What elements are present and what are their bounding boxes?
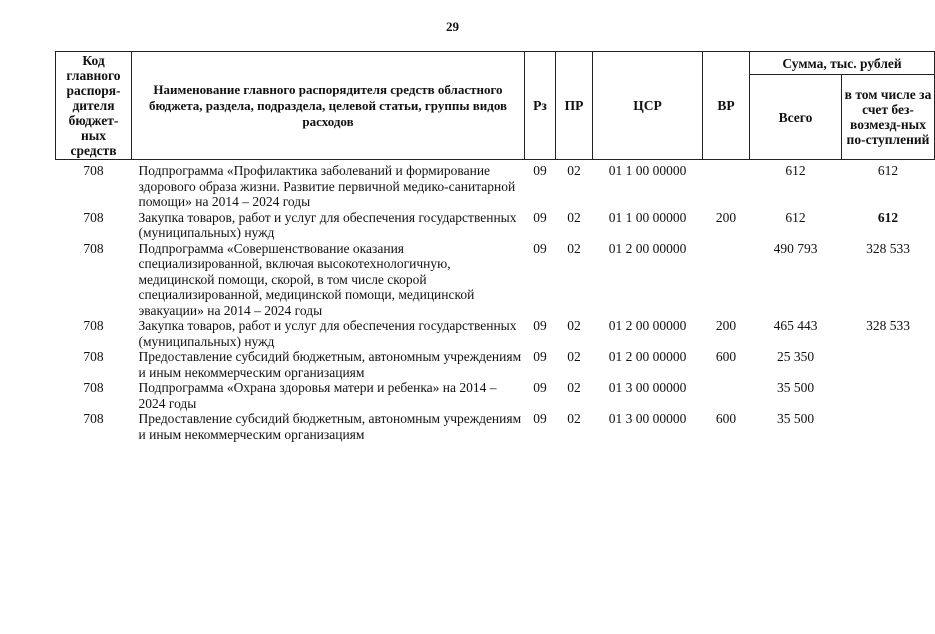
table-header — [56, 52, 935, 160]
cell-rz: 09 — [533, 380, 547, 395]
cell-name: Закупка товаров, работ и услуг для обеспечения государственных (муниципальных) нужд — [138, 209, 517, 240]
cell-vr — [703, 380, 750, 411]
cell-pr: 02 — [567, 240, 581, 256]
cell-code: 708 — [83, 240, 104, 256]
cell-incl — [842, 411, 935, 442]
header-incl: в том числе за счет без-возмезд-ных по-ступлений — [842, 75, 935, 160]
cell-total: 490 793 — [773, 240, 818, 256]
cell-incl: 612 — [877, 163, 899, 178]
table-row — [56, 318, 935, 349]
table-row — [56, 349, 935, 380]
cell-name: Подпрограмма «Совершенствование оказания специализированной, включая высокотехнологичную, медицинской помощи, скорой, в том числе скорой специализированной, медицинской помощи, медицинской эвакуации» на 2014 – 2024 годы — [138, 240, 475, 318]
cell-code: 708 — [83, 209, 104, 225]
header-name: Наименование главного распорядителя средств областного бюджета, раздела, подраздела, целевой статьи, группы видов расходов — [132, 52, 525, 160]
cell-pr: 02 — [567, 209, 581, 225]
cell-rz: 09 — [533, 209, 547, 225]
cell-name: Подпрограмма «Профилактика заболеваний и формирование здорового образа жизни. Развитие первичной медико-санитарной помощи» на 2014 – 2024 годы — [138, 163, 516, 209]
cell-incl: 328 533 — [866, 240, 910, 256]
cell-name: Предоставление субсидий бюджетным, автономным учреждениям и иным некоммерческим организациям — [138, 411, 522, 442]
cell-code: 708 — [83, 163, 104, 178]
cell-code: 708 — [83, 411, 104, 426]
header-code: Код главного распоря-дителя бюджет-ных средств — [56, 52, 132, 160]
cell-code: 708 — [83, 349, 104, 364]
table-row — [56, 380, 935, 411]
cell-vr: 200 — [715, 209, 737, 225]
cell-csr: 01 2 00 00000 — [608, 318, 687, 333]
cell-name: Предоставление субсидий бюджетным, автономным учреждениям и иным некоммерческим организациям — [138, 349, 522, 380]
table-body — [56, 160, 935, 443]
header-vr: ВР — [703, 52, 750, 160]
cell-incl — [842, 349, 935, 380]
header-csr: ЦСР — [593, 52, 703, 160]
cell-vr: 600 — [715, 349, 737, 364]
cell-total: 25 350 — [776, 349, 815, 364]
cell-rz: 09 — [533, 240, 547, 256]
budget-table — [55, 51, 935, 442]
cell-pr: 02 — [567, 380, 581, 395]
header-pr: ПР — [556, 52, 593, 160]
cell-incl — [842, 380, 935, 411]
cell-vr — [703, 241, 750, 319]
cell-vr — [703, 160, 750, 210]
cell-csr: 01 2 00 00000 — [608, 349, 687, 364]
cell-incl: 612 — [877, 209, 899, 225]
cell-rz: 09 — [533, 349, 547, 364]
cell-code: 708 — [83, 318, 104, 333]
cell-csr: 01 3 00 00000 — [608, 411, 687, 426]
cell-pr: 02 — [567, 318, 581, 333]
cell-csr: 01 1 00 00000 — [608, 209, 687, 225]
cell-name: Закупка товаров, работ и услуг для обеспечения государственных (муниципальных) нужд — [138, 318, 517, 349]
cell-total: 35 500 — [776, 380, 815, 395]
cell-csr: 01 2 00 00000 — [608, 240, 687, 256]
table-row — [56, 160, 935, 210]
cell-rz: 09 — [533, 163, 547, 178]
cell-total: 612 — [785, 209, 806, 225]
cell-incl: 328 533 — [866, 318, 910, 333]
table-row — [56, 210, 935, 241]
cell-csr: 01 3 00 00000 — [608, 380, 687, 395]
cell-total: 465 443 — [773, 318, 818, 333]
cell-pr: 02 — [567, 163, 581, 178]
cell-code: 708 — [83, 380, 104, 395]
cell-pr: 02 — [567, 349, 581, 364]
header-total: Всего — [750, 75, 842, 160]
header-sum-group: Сумма, тыс. рублей — [750, 52, 935, 75]
page-number: 29 — [446, 19, 459, 34]
cell-name: Подпрограмма «Охрана здоровья матери и ребенка» на 2014 – 2024 годы — [138, 380, 497, 411]
cell-vr: 600 — [715, 411, 737, 426]
table-row — [56, 241, 935, 319]
cell-rz: 09 — [533, 411, 547, 426]
header-rz: Рз — [525, 52, 556, 160]
cell-csr: 01 1 00 00000 — [608, 163, 687, 178]
table-row — [56, 411, 935, 442]
cell-total: 35 500 — [776, 411, 815, 426]
cell-total: 612 — [785, 163, 806, 178]
cell-pr: 02 — [567, 411, 581, 426]
cell-vr: 200 — [715, 318, 737, 333]
cell-rz: 09 — [533, 318, 547, 333]
